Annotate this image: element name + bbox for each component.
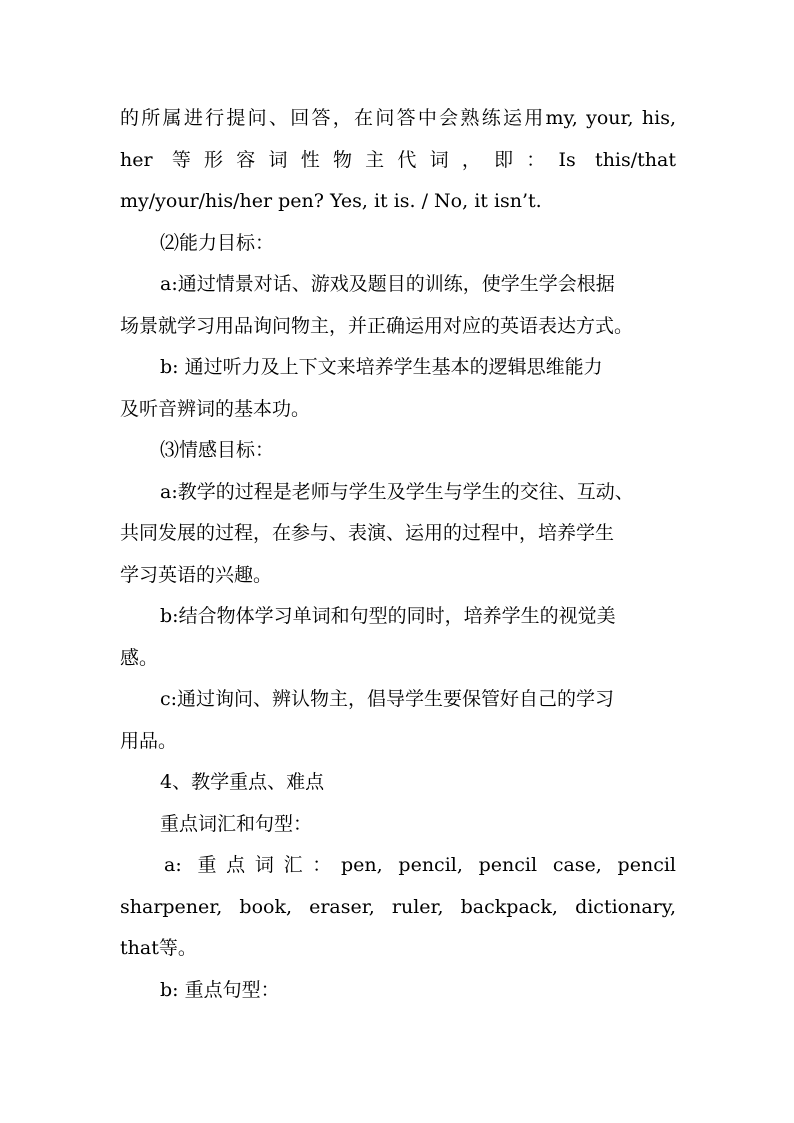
paragraph-line: a:通过情景对话、游戏及题目的训练，使学生学会根据	[160, 273, 615, 295]
paragraph-line: b: 通过听力及上下文来培养学生基本的逻辑思维能力	[160, 356, 603, 378]
paragraph-line: sharpener, book, eraser, ruler, backpack, dictionary,	[120, 895, 676, 918]
paragraph-line: 共同发展的过程，在参与、表演、运用的过程中，培养学生	[120, 522, 615, 544]
paragraph-line: 学习英语的兴趣。	[120, 563, 273, 586]
section-heading: ⑶情感目标：	[160, 439, 275, 461]
paragraph-line: 感。	[120, 646, 159, 669]
paragraph-line: a: 重点词汇：pen, pencil, pencil case, pencil	[164, 854, 676, 876]
paragraph-line: c:通过询问、辨认物主，倡导学生要保管好自己的学习	[160, 688, 615, 710]
paragraph-line: that等。	[120, 937, 197, 959]
document-body	[120, 98, 676, 1011]
subheading: 重点词汇和句型：	[160, 812, 313, 835]
paragraph-line: b: 重点句型：	[160, 978, 280, 1001]
paragraph-line: a:教学的过程是老师与学生及学生与学生的交往、互动、	[160, 480, 634, 503]
paragraph-line: 用品。	[120, 729, 178, 752]
section-heading: 4、教学重点、难点	[160, 771, 325, 793]
paragraph-line: 场景就学习用品询问物主，并正确运用对应的英语表达方式。	[120, 314, 634, 337]
paragraph-line: her 等形容词性物主代词，即：Is this/that	[120, 148, 676, 171]
paragraph-line: my/your/his/her pen? Yes, it is. / No, it isn’t.	[120, 190, 542, 212]
paragraph-line: 的所属进行提问、回答，在问答中会熟练运用my, your, his,	[120, 107, 676, 129]
paragraph-line: 及听音辨词的基本功。	[120, 397, 311, 420]
section-heading: ⑵能力目标：	[160, 231, 275, 254]
paragraph-line: b:结合物体学习单词和句型的同时，培养学生的视觉美	[160, 605, 616, 627]
